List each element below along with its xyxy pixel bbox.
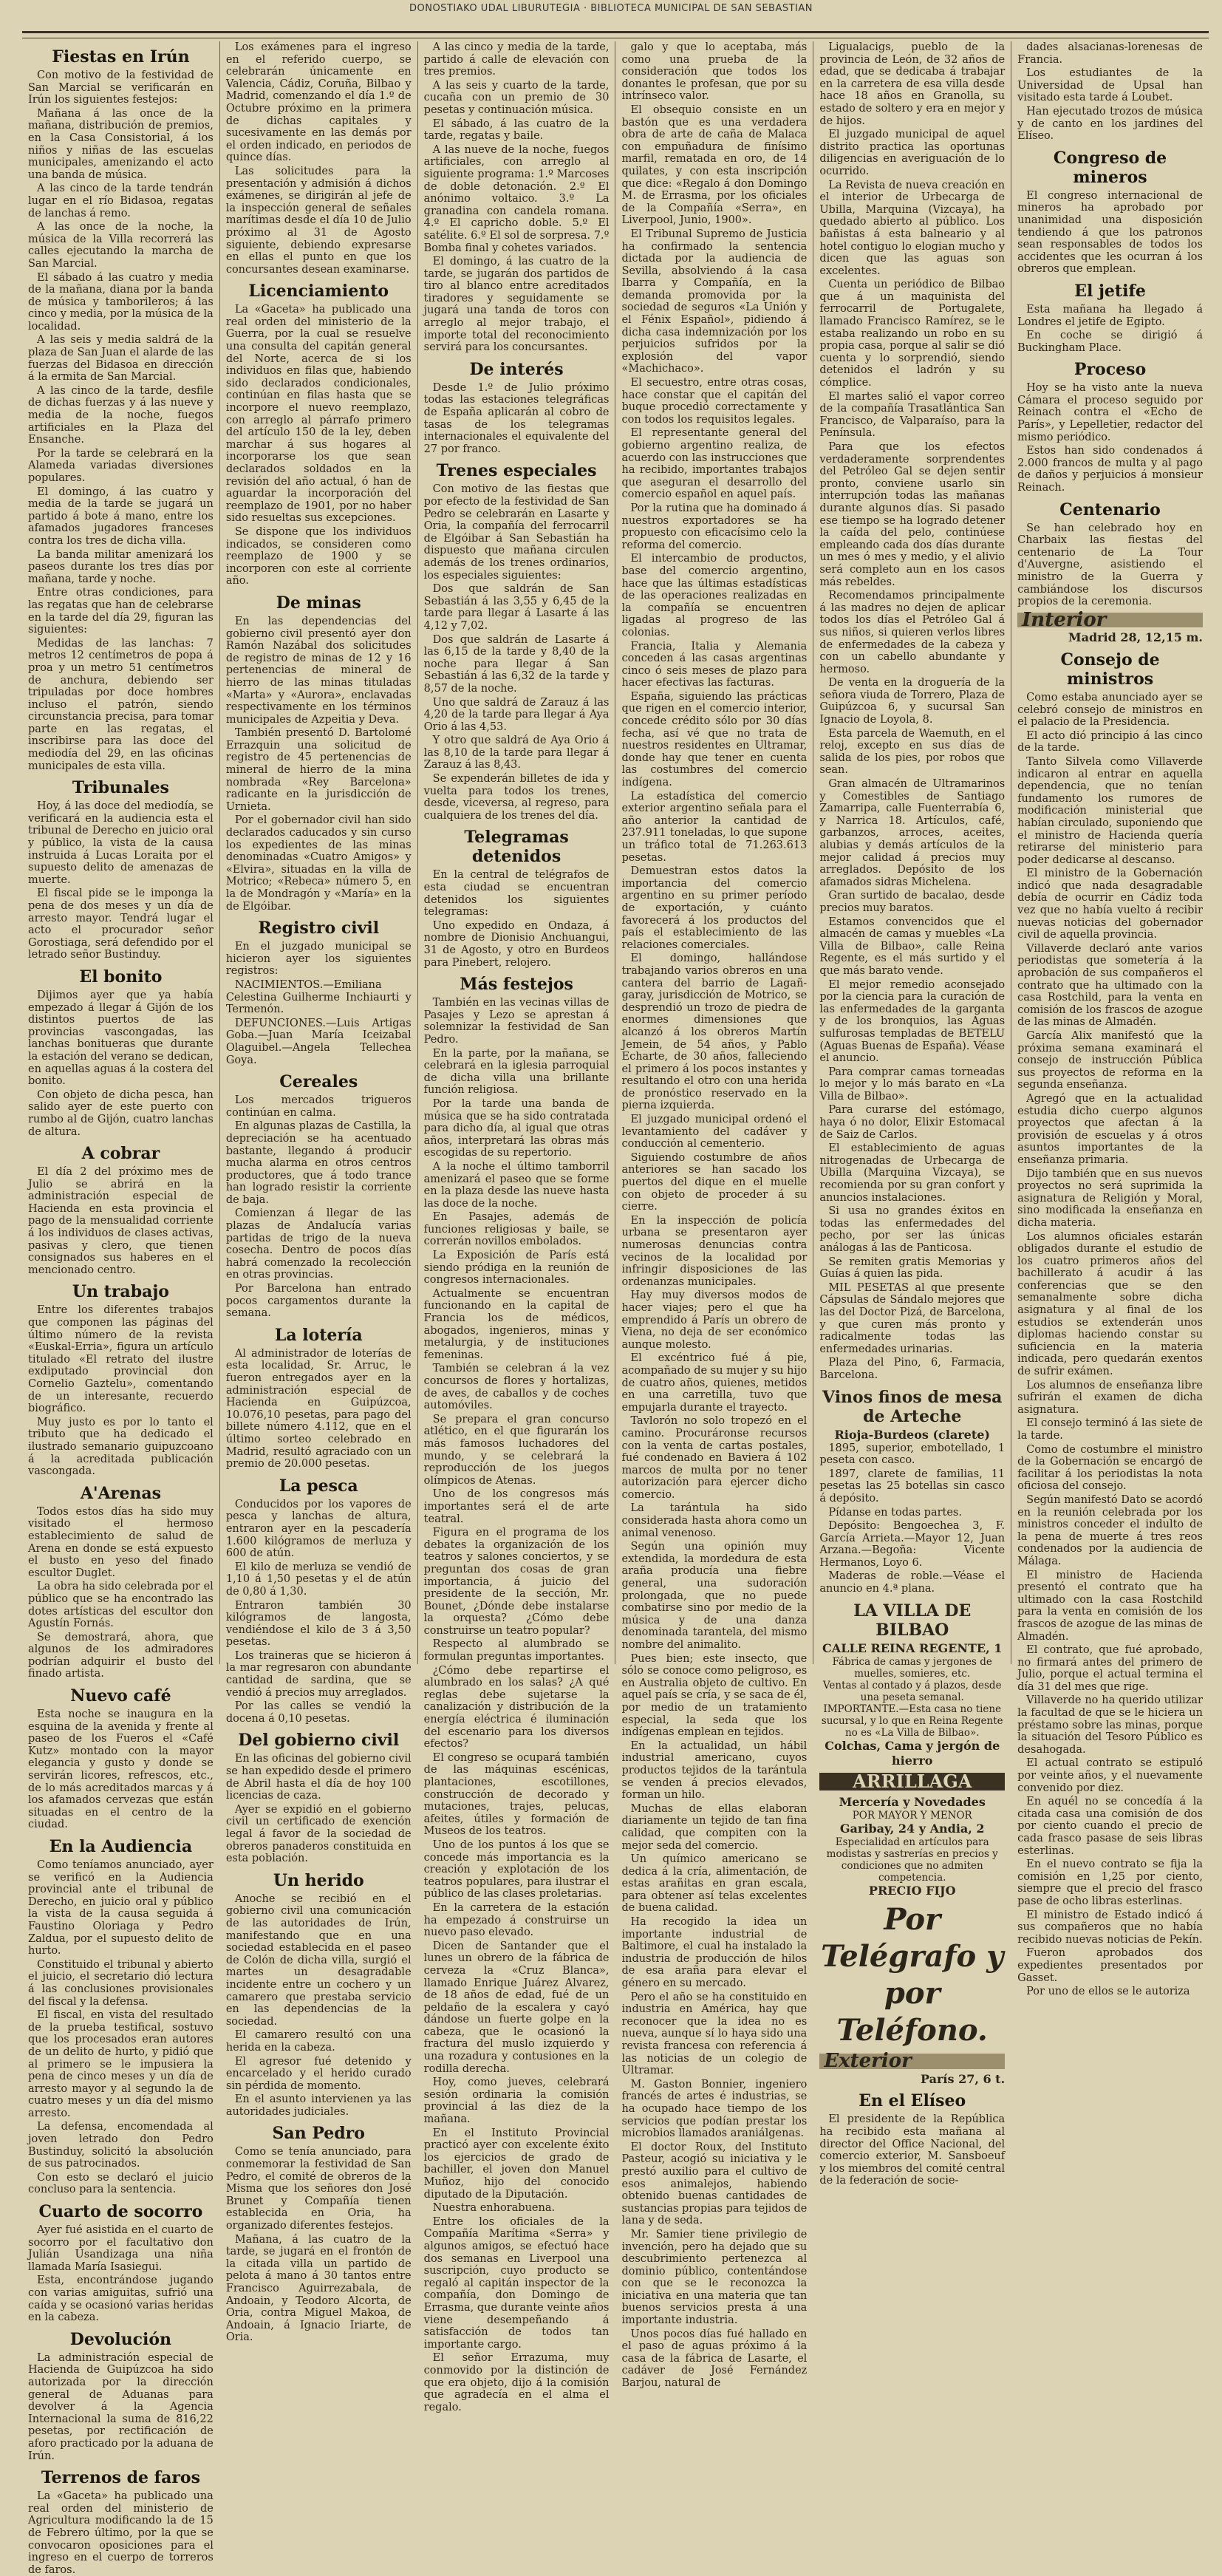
article-paragraph: Mr. Samier tiene privilegio de invención, pero ha dejado que su descubrimiento pertenezca al dominio público, contentándose con que se le reconozca la iniciativa en una materia que tan buenos servicios presta á una importante industria. [621,2228,808,2327]
article-paragraph: En el juzgado municipal se hicieron ayer los siguientes registros: [225,941,412,978]
article-paragraph: Han ejecutado trozos de música y de canto en los jardines del Elíseo. [1017,105,1203,143]
article-paragraph: En Pasajes, además de funciones religiosas y baile, se correrán novillos embolados. [423,1211,610,1248]
article-paragraph: El agresor fué detenido y encarcelado y el herido curado sin pérdida de momento. [225,2055,412,2092]
article-paragraph: Según una opinión muy extendida, la mordedura de esta araña producía una fiebre general, una sudoración prolongada, que no puede combatirse sino por medio de la música y de una danza denominada tarantela, del mismo nombre del animalito. [621,1541,808,1651]
article-paragraph: En las dependencias del gobierno civil presentó ayer don Ramón Nazábal dos solicitudes de registro de minas de 12 y 16 pertenencias de mineral de hierro de las minas tituladas «Marta» y «Aurora», enclavadas respectivamente en los términos municipales de Azpeitia y Deva. [225,615,412,726]
article-paragraph: Con esto se declaró el juicio concluso para la sentencia. [28,2171,214,2196]
article-paragraph: NACIMIENTOS.—Emiliana Celestina Guilherme Inchiaurti y Termenón. [225,978,412,1016]
article-paragraph: Los alumnos oficiales estarán obligados durante el estudio de los cuatro primeros años del bachillerato á acudir á las conferencias que se den semanalmente sobre dicha asignatura y al final de los estudios se extenderán unos diplomas haciendo constar su suficiencia en la materia indicada, pero quedarán exentos de sufrir exámen. [1017,1230,1203,1378]
article-paragraph: Para curarse del estómago, haya ó no dolor, Elixir Estomacal de Saiz de Carlos. [819,1104,1006,1141]
article-paragraph: El ministro de Hacienda presentó el contrato que ha ultimado con la casa Rostchild para la venta en comisión de los frascos de azogue de las minas de Almadén. [1017,1569,1203,1643]
article-paragraph: De venta en la droguería de la señora viuda de Torrero, Plaza de Guipúzcoa 6, y sucursal San Ignacio de Loyola, 8. [819,677,1006,726]
article-paragraph: El secuestro, entre otras cosas, hace constar que el capitán del buque procedió correctamente y con todos los requisitos legales. [621,377,808,426]
advertisement-line: Especialidad en artículos para modistas y sastrerías en precios y condiciones que no admiten competencia. [826,1836,998,1884]
article-paragraph: La obra ha sido celebrada por el público que se ha encontrado las dotes artísticas del escultor don Agustín Fornás. [28,1581,214,1630]
article-paragraph: 1895, superior, embotellado, 1 peseta con casco. [819,1442,1006,1467]
article-paragraph: Hoy, á las doce del mediodía, se verificará en la audiencia esta el tribunal de Derecho en juicio oral y público, la vista de la causa instruida á Lucas Loraita por el supuesto delito de amenazas de muerte. [28,800,214,886]
article-paragraph: Tanto Silvela como Villaverde indicaron al entrar en aquella dependencia, que no tenían fundamento los rumores de modificación ministerial que habían circulado, suponiendo que el ministro de Hacienda quería retirarse del ministerio para poder dedicarse al descanso. [1017,755,1203,866]
article-paragraph: Hay muy diversos modos de hacer viajes; pero el que ha emprendido á París un obrero de Viena, no deja de ser económico aunque molesto. [621,1289,808,1351]
article-paragraph: A las seis y media saldrá de la plaza de San Juan el alarde de las fuerzas del Bidasoa en dirección á la ermita de San Marcial. [28,334,214,384]
column-4 [615,41,813,2390]
advertisement-script-text: Por Telégrafo y por Teléfono. [821,1902,1004,2048]
section-heading: Interior [1017,613,1203,628]
advertisement-banner: ARRILLAGA [819,1773,1005,1791]
advertisement-subtitle: Colchas, Cama y jergón de hierro [825,1738,1000,1768]
article-paragraph: Fueron aprobados dos expedientes presentados por Gasset. [1017,1947,1203,1984]
article-paragraph: El juzgado municipal de aquel distrito practica las oportunas diligencias en averiguación de lo ocurrido. [819,129,1006,177]
article-paragraph: A las once de la noche, la música de la Villa recorrerá las calles ejecutando la marcha de San Marcial. [28,221,214,270]
article-paragraph: Respecto al alumbrado se formulan preguntas importantes. [423,1638,610,1663]
article-paragraph: Con motivo de las fiestas que por efecto de la festividad de San Pedro se celebrarán en Lasarte y Oria, la compañía del ferrocarril de Elgóibar á San Sebastián ha dispuesto que mañana circulen además de los trenes ordinarios, los especiales siguientes: [423,483,610,582]
article-paragraph: M. Gaston Bonnier, ingeniero francés de artes é industrias, se ha ocupado hace tiempo de los servicios que podían prestar los microbios llamados araniálgenas. [621,2078,808,2140]
article-headline: Cereales [279,1072,358,1092]
article-paragraph: Cuenta un periódico de Bilbao que á un maquinista del ferrocarril de Portugalete, llamado Francisco Ramírez, se le estaba realizando un robo en su propia casa, porque al salir se dió cuenta y lo sorprendió, siendo detenidos el ladrón y su cómplice. [819,279,1006,389]
article-paragraph: Como teníamos anunciado, ayer se verificó en la Audiencia provincial ante el tribunal de Derecho, en juicio oral y público la vista de la causa seguida á Faustino Oloriaga y Pedro Zaldua, por el supuesto delito de hurto. [28,1859,214,1957]
article-headline: El bonito [79,967,163,987]
article-paragraph: Esta mañana ha llegado á Londres el jetife de Egipto. [1017,303,1203,328]
article-paragraph: El acto dió principio á las cinco de la tarde. [1017,729,1203,754]
article-paragraph: Los traineras que se hicieron á la mar regresaron con abundante cantidad de sardina, que se vendió á precios muy arreglados. [225,1649,412,1699]
article-paragraph: La administración especial de Hacienda de Guipúzcoa ha sido autorizada por la dirección general de Aduanas para devolver á la Agencia Internacional la suma de 816,22 pesetas, por rectificación de aforo practicado por la aduana de Irún. [28,2351,214,2462]
article-paragraph: Actualmente se encuentran funcionando en la capital de Francia los de médicos, abogados, ingenieros, minas y metalurgia, y de instituciones femeninas. [423,1287,610,1361]
header-rule [22,31,1209,38]
article-paragraph: El doctor Roux, del Instituto Pasteur, acogió su iniciativa y le prestó auxilio para el cultivo de esos animalejos, habiendo obtenido buenas cantidades de sustancias propias para tejidos de lana y de seda. [621,2141,808,2227]
article-paragraph: En el asunto intervienen ya las autoridades judiciales. [225,2093,412,2118]
article-paragraph: En el Instituto Provincial practicó ayer con excelente éxito los ejercicios de grado de bachiller, el joven don Manuel Muñoz, hijo del conocido diputado de la Diputación. [423,2127,610,2201]
article-headline: Terrenos de faros [41,2468,200,2488]
article-headline: En la Audiencia [49,1837,193,1856]
column-5 [813,41,1011,2187]
article-paragraph: Para que los efectos verdaderamente sorprendentes del Petróleo Gal se dejen sentir pronto, conviene usarlo sin interrupción todas las mañanas durante algunos días. Si pasado ese tiempo se ha logrado detener la caída del pelo, continúese empleando cada dos días durante un mes ó mes y medio, y el alivio será completo aun en los casos más rebeldes. [819,441,1006,588]
article-headline: Licenciamiento [248,282,389,301]
article-paragraph: El ministro de la Gobernación indicó que nada desagradable debía de ocurrir en Cádiz toda vez que no había vuelto á recibir nuevas noticias del gobernador civil de aquella provincia. [1017,868,1203,941]
article-paragraph: La tarántula ha sido considerada hasta ahora como un animal venenoso. [621,1502,808,1539]
article-paragraph: Ligualacigs, pueblo de la provincia de León, de 32 años de edad, que se dedicaba á trabajar en la carretera de esa villa desde hace 18 años en Granolla, su estado de soltero y era en mejor y de hijos. [819,41,1006,127]
article-paragraph: dades alsacianas-lorenesas de Francia. [1017,41,1203,66]
article-paragraph: También se celebran á la vez concursos de flores y hortalizas, de aves, de caballos y de coches automóviles. [423,1363,610,1412]
article-headline: Fiestas en Irún [52,47,190,67]
article-headline: Cuarto de socorro [38,2202,203,2222]
column-6 [1011,41,1209,1998]
article-paragraph: La «Gaceta» ha publicado una real orden del ministerio de Agricultura modificando la de 15 de Febrero último, por la que se convocaron oposiciones para el ingreso en el cuerpo de torreros de faros. [28,2490,214,2576]
advertisement-subtitle: Mercería y Novedades [839,1795,986,1810]
article-paragraph: Hoy se ha visto ante la nueva Cámara el proceso seguido por Reinach contra el «Echo de París», y Lepelletier, redactor del mismo periódico. [1017,382,1203,443]
article-paragraph: Y otro que saldrá de Aya Orio á las 8,10 de la tarde para llegar á Zarauz á las 8,43. [423,735,610,771]
article-paragraph: Un químico americano se dedica á la cría, alimentación, de estas arañitas en gran escala, para obtener así telas excelentes de buena calidad. [621,1853,808,1915]
article-paragraph: Todos estos días ha sido muy visitado el hermoso establecimiento de salud de Arena en donde se está expuesto el busto en yeso del finado escultor Duglet. [28,1505,214,1579]
article-headline: Del gobierno civil [238,1731,400,1751]
advertisement-line: POR MAYOR Y MENOR [852,1810,972,1822]
article-paragraph: El actual contrato se estipuló por veinte años, y el nuevamente convenido por diez. [1017,1757,1203,1794]
article-paragraph: A las cinco y media de la tarde, partido á calle de elevación con tres premios. [423,41,610,78]
article-paragraph: Esta, encontrándose jugando con varias amiguitas, sufrió una caída y se ocasionó varias heridas en la cabeza. [28,2275,214,2324]
article-paragraph: Ha recogido la idea un importante industrial de Baltimore, el cual ha instalado la industria de producción de hilos de esa araña para elevar el género en su mercado. [621,1916,808,1990]
article-paragraph: Dijimos ayer que ya había empezado á llegar á Gijón de los distintos puertos de las provincias vascongadas, las lanchas bonitueras que durante la estación del verano se dedican, en aquellas aguas á la costera del bonito. [28,989,214,1088]
article-headline: Consejo de ministros [1060,650,1160,689]
article-paragraph: Dicen de Santander que el lunes un obrero de la fábrica de cerveza la «Cruz Blanca», llamado Enrique Juárez Alvarez, de 18 años de edad, fué de un peldaño de la escalera y cayó dándose un fuerte golpe en la cabeza, que le ocasionó la fractura del muslo izquierdo y una rozadura y contusiones en la rodilla derecha. [423,1940,610,2075]
article-paragraph: Recomendamos principalmente á las madres no dejen de aplicar todos los días el Petróleo Gal á sus niños, si quieren verlos libres de enfermedades de la cabeza y con un cabello abundante y hermoso. [819,590,1006,675]
article-paragraph: Demuestran estos datos la importancia del comercio argentino en su primer período de exportación, y cuánto favorecerá á los productos del país el establecimiento de las relaciones comerciales. [621,865,808,951]
newspaper-columns [22,41,1209,2576]
advertisement-subtitle: Rioja-Burdeos (clarete) [834,1427,990,1442]
article-headline: San Pedro [272,2124,365,2144]
article-paragraph: El establecimiento de aguas nitrogenadas de Urbecarga de Ubilla (Marquina Vizcaya), se recomienda por su gran confort y anuncios instalaciones. [819,1142,1006,1204]
article-paragraph: En algunas plazas de Castilla, la depreciación se ha acentuado bastante, llegando á producir mucha alarma en otros centros productores, que á todo trance han logrado resistir la corriente de baja. [225,1120,412,1206]
article-headline: Congreso de mineros [1053,148,1167,187]
article-paragraph: La Exposición de París está siendo pródiga en la reunión de congresos internacionales. [423,1250,610,1287]
article-paragraph: Entre los diferentes trabajos que componen las páginas del último número de la revista «Euskal-Erria», figura un artículo titulado «El retrato del ilustre exdiputado provincial don Cornelio Gaztelu», comentando de un interesante, recuerdo biográfico. [28,1304,214,1415]
article-paragraph: El día 2 del próximo mes de Julio se abrirá en la administración especial de Hacienda en esta provincia el pago de la mensualidad corriente á los individuos de clases activas, pasivas y clero, que tienen consignados sus haberes en el mencionado centro. [28,1166,214,1276]
article-paragraph: Por la tarde se celebrará en la Alameda variadas diversiones populares. [28,447,214,484]
article-paragraph: Se prepara el gran concurso atlético, en el que figurarán los más famosos luchadores del mundo, y se celebrará la reproducción de los juegos olímpicos de Atenas. [423,1413,610,1487]
article-paragraph: Agregó que en la actualidad estudia dicho cuerpo algunos proyectos que afectan á la provisión de escuelas y á otros asuntos importantes de la enseñanza primaria. [1017,1092,1203,1166]
article-paragraph: También en las vecinas villas de Pasajes y Lezo se aprestan á solemnizar la festividad de San Pedro. [423,997,610,1046]
article-paragraph: El congreso internacional de mineros ha aprobado por unanimidad una disposición tendiendo á que los patronos sean responsables de todos los accidentes que les ocurran á los obreros que emplean. [1017,189,1203,276]
article-headline: Un trabajo [72,1282,169,1302]
article-paragraph: El contrato, que fué aprobado, no firmará antes del primero de Julio, porque el actual termina el día 31 del mes que rige. [1017,1644,1203,1693]
article-paragraph: Los estudiantes de la Universidad de Upsal han visitado esta tarde á Loubet. [1017,67,1203,104]
advertisement-line: IMPORTANTE.—Esta casa no tiene sucursal, y lo que en Reina Regente no es «La Villa de Bilbao». [821,1703,1003,1739]
article-paragraph: Se demostrará, ahora, que algunos de los admiradores podrían adquirir el busto del finado artista. [28,1631,214,1680]
article-paragraph: En coche se dirigió á Buckingham Place. [1017,330,1203,354]
article-paragraph: España, siguiendo las prácticas que rigen en el comercio interior, concede crédito sólo por 30 días fecha, así vé que no trata de nuestros residentes en Ultramar, donde hay que tener en cuenta las costumbres del comercio indígena. [621,690,808,789]
article-paragraph: El ministro de Estado indicó á sus compañeros que no había recibido nuevas noticias de Pekín. [1017,1909,1203,1946]
article-paragraph: El consejo terminó á las siete de la tarde. [1017,1417,1203,1442]
article-paragraph: En el nuevo contrato se fija la comisión en 1,25 por ciento, siempre que el precio del frasco pase de ocho libras esterlinas. [1017,1858,1203,1907]
article-paragraph: Con objeto de dicha pesca, han salido ayer de este puerto con rumbo al de Gijón, cuatro lanchas de altura. [28,1088,214,1138]
article-paragraph: En la central de telégrafos de esta ciudad se encuentran detenidos los siguientes telegramas: [423,869,610,919]
article-paragraph: A las cinco de la tarde, desfile de dichas fuerzas y á las nueve y media de la noche, fuegos artificiales en la Plaza del Ensanche. [28,384,214,446]
article-paragraph: Gran surtido de bacalao, desde precios muy baratos. [819,890,1006,914]
article-paragraph: Villaverde no ha querido utilizar la facultad de que se le hiciera un préstamo sobre las minas, porque la situación del Tesoro Público es desahogada. [1017,1694,1203,1756]
section-heading: Exterior [819,2054,1005,2069]
article-paragraph: Villaverde declaró ante varios periodistas que sometería á la aprobación de sus compañeros el contrato que ha ultimado con la casa Rostchild, para la venta en comisión de los frascos de azogue de las minas de Almadén. [1017,942,1203,1029]
article-headline: Telegramas detenidos [464,828,569,867]
article-paragraph: Para comprar camas torneadas lo mejor y lo más barato en «La Villa de Bilbao». [819,1066,1006,1103]
article-paragraph: A la noche el último tamborril amenizará el paseo que se forme en la plaza desde las nueve hasta las doce de la noche. [423,1160,610,1210]
article-paragraph: Los exámenes para el ingreso en el referido cuerpo, se celebrarán únicamente en Valencia, Cádiz, Coruña, Bilbao y Madrid, comenzando el día 1.º de Octubre próximo en la primera de dichas capitales y sucesivamente en las demás por el orden indicado, en periodos de quince días. [225,41,412,164]
article-headline: A'Arenas [80,1483,161,1503]
article-paragraph: ¿Cómo debe repartirse el alumbrado en los salas? ¿A qué reglas debe sujetarse la canalización y distribución de la energía eléctrica é iluminación del escenario para los diversos efectos? [423,1664,610,1751]
article-headline: Tribunales [72,778,169,798]
article-paragraph: Conducidos por los vapores de pesca y lanchas de altura, entraron ayer en la pescadería 1.600 kilógramos de merluza y 600 de atún. [225,1498,412,1560]
article-headline: Proceso [1073,360,1147,380]
article-paragraph: Hoy, como jueves, celebrará sesión ordinaria la comisión provincial á las diez de la mañana. [423,2076,610,2126]
article-paragraph: Depósito: Bengoechea 3, F. García Arrieta.—Mayor 12, Juan Arzana.—Begoña: Vicente Hermanos, Loyo 6. [819,1520,1006,1569]
article-headline: Más festejos [460,975,573,995]
article-paragraph: Gran almacén de Ultramarinos y Comestibles de Santiago Zamarripa, calle Fuenterrabía 6, y Narrica 18. Artículos, café, garbanzos, arroces, aceites, alubias y demás artículos de la mejor calidad á precios muy arreglados. Depósito de los afamados sidras Michelena. [819,778,1006,888]
advertisement-subtitle: PRECIO FIJO [868,1884,956,1898]
advertisement-title: LA VILLA DE BILBAO [853,1601,972,1640]
article-headline: A cobrar [81,1144,160,1164]
article-paragraph: Por Barcelona han entrado pocos cargamentos durante la semana. [225,1283,412,1320]
column-2 [220,41,418,2344]
article-paragraph: MIL PESETAS al que presente Cápsulas de Sándalo mejores que las del Doctor Pizá, de Barcelona, y que curen más pronto y radicalmente todas las enfermedades urinarias. [819,1281,1006,1355]
article-paragraph: El domingo, á las cuatro de la tarde, se jugarán dos partidos de tiro al blanco entre acreditados tiradores y seguidamente se jugará una tanda de toros con arreglo al mejor trabajo, el importe total del reconocimiento servirá para los concursantes. [423,256,610,354]
article-paragraph: El sábado á las cuatro y media de la mañana, diana por la banda de música y tamborileros; á las cinco y media, por la música de la localidad. [28,271,214,333]
article-paragraph: DEFUNCIONES.—Luis Artigas Goba.—Juan María Iceizabal Olaguibel.—Angela Tellechea Goya. [225,1017,412,1066]
article-headline: Nuevo café [70,1686,171,1706]
article-paragraph: Unos pocos días fué hallado en el paso de aguas próximo á la casa de la fábrica de Lasarte, el cadáver de José Fernández Barjou, natural de [621,2328,808,2390]
article-paragraph: La banda militar amenizará los paseos durante los tres días por mañana, tarde y noche. [28,548,214,585]
article-headline: Centenario [1059,500,1161,519]
article-paragraph: Francia, Italia y Alemania conceden á las casas argentinas cinco ó seis meses de plazo para hacer efectivas las facturas. [621,640,808,689]
article-paragraph: Los mercados trigueros continúan en calma. [225,1094,412,1119]
article-paragraph: Ayer se expidió en el gobierno civil un certificado de exención legal á favor de la sociedad de obreros panaderos constituida en esta población. [225,1803,412,1865]
article-paragraph: Tavlorón no solo tropezó en el camino. Procuráronse recursos con la venta de cartas postales, fué condenado en Baviera á 102 marcos de multa por no tener autorización para ejercer dicho comercio. [621,1415,808,1501]
article-headline: La pesca [279,1476,358,1496]
article-paragraph: Se remiten gratis Memorias y Guías á quien las pida. [819,1255,1006,1281]
article-headline: El jetife [1074,281,1146,301]
article-paragraph: También presentó D. Bartolomé Errazquin una solicitud de registro de 45 pertenencias de mineral de hierro de la mina nombrada «Rey Barcelona» radicante en la jurisdicción de Urnieta. [225,727,412,813]
article-paragraph: Siguiendo costumbre de años anteriores se han sacado los puertos del dique en el muelle con objeto de proceder á su cierre. [621,1151,808,1213]
article-headline: Registro civil [258,919,380,938]
article-paragraph: Si usa no grandes éxitos en todas las enfermedades del pecho, por ser las únicas análogas á las de Panticosa. [819,1205,1006,1254]
article-headline: Un herido [273,1870,364,1890]
article-paragraph: Dijo también que en sus nuevos proyectos no será suprimida la asignatura de Religión y Moral, sino modificada la enseñanza en dicha materia. [1017,1168,1203,1229]
article-paragraph: El Tribunal Supremo de Justicia ha confirmado la sentencia dictada por la audiencia de Sevilla, absolviendo á la casa Ibarra y Compañía, en la demanda promovida por la sociedad de seguros «La Unión y el Fénix Español», pidiendo á dicha casa indemnización por los perjuicios sufridos por la explosión del vapor «Machichaco». [621,228,808,375]
article-paragraph: Según manifestó Dato se acordó en la reunión celebrada por los ministros conceder el indulto de la pena de muerte á tres reos condenados por la audiencia de Málaga. [1017,1493,1203,1567]
article-paragraph: 1897, clarete de familias, 11 pesetas las 25 botellas sin casco á depósito. [819,1468,1006,1505]
library-watermark-banner: DONOSTIAKO UDAL LIBURUTEGIA · BIBLIOTECA MUNICIPAL DE SAN SEBASTIAN [409,3,813,14]
article-paragraph: Figura en el programa de los debates la organización de los teatros y salones conciertos, y se preguntan dos cosas de gran importancia, á juicio del presidente de la sección, Mr. Bounet, ¿Dónde debe instalarse la orquesta? ¿Cómo debe construirse un teatro popular? [423,1527,610,1637]
dateline: Madrid 28, 12,15 m. [1068,630,1203,645]
article-paragraph: El obsequio consiste en un bastón que es una verdadera obra de arte de caña de Malaca con empuñadura de finísimo marfil, rematada en oro, de 14 quilates, y con esta inscripción que dice: «Regalo á don Domingo M. de Errasma, por los oficiales de la Compañía «Serra», en Liverpool, Junio, 1900». [621,103,808,227]
article-paragraph: García Alix manifestó que la próxima semana examinará el consejo de instrucción Pública sus proyectos de reforma en la segunda enseñanza. [1017,1030,1203,1091]
article-headline: De minas [276,593,361,613]
article-paragraph: El presidente de la República ha recibido esta mañana al director del Office Nacional, del comercio exterior, M. Sansboeuf y los miembros del comité central de la federación de socie- [819,2113,1006,2187]
article-paragraph: El mejor remedio aconsejado por la ciencia para la curación de las enfermedades de la garganta y de los bronquios, las Aguas sulfurosas templadas de BETELU (Aguas Buenas de España). Véase el anuncio. [819,978,1006,1065]
article-paragraph: El representante general del gobierno argentino realiza, de acuerdo con las instrucciones que ha recibido, importantes trabajos que aseguran el desarrollo del comercio español en aquel país. [621,427,808,501]
article-paragraph: El fiscal, en vista del resultado de la prueba testifical, sostuvo que los procesados eran autores de un delito de hurto, y pidió que al primero se le impusiera la pena de cinco meses y un día de arresto mayor y al segundo la de cuatro meses y un día del mismo arresto. [28,2009,214,2119]
article-paragraph: El domingo, hallándose trabajando varios obreros en una cantera del barrio de Lagañ-garay, jurisdicción de Motrico, se desprendió un trozo de piedra de enormes dimensiones que alcanzó á los obreros Martín Jemein, de 54 años, y Pablo Echarte, de 30 años, falleciendo el primero á los pocos instantes y resultando el otro con una herida de pronóstico reservado en la pierna izquierda. [621,953,808,1112]
dateline: París 27, 6 t. [921,2071,1006,2086]
article-paragraph: La defensa, encomendada al joven letrado don Pedro Bustinduy, solicitó la absolución de sus patrocinados. [28,2121,214,2170]
article-paragraph: En aquél no se concedía á la citada casa una comisión de dos por ciento cuando el precio de cada frasco pasase de seis libras esterlinas. [1017,1796,1203,1857]
article-paragraph: En la carretera de la estación ha empezado á construirse un nuevo paso elevado. [423,1901,610,1939]
article-paragraph: Las solicitudes para la presentación y admisión á dichos exámenes, se dirigirán al jefe de la inspección general de señales marítimas desde el día 10 de Julio próximo al 31 de Agosto siguiente, debiendo expresarse en ellas el punto en que los concursantes desean examinarse. [225,165,412,276]
column-3 [418,41,616,2413]
article-paragraph: Plaza del Pino, 6, Farmacia, Barcelona. [819,1357,1006,1381]
article-paragraph: Constituido el tribunal y abierto el juicio, el secretario dió lectura á las conclusiones provisionales del fiscal y la defensa. [28,1958,214,2008]
article-paragraph: A las seis y cuarto de la tarde, cucaña con un premio de 30 pesetas y continuación música. [423,79,610,116]
column-1 [22,41,220,2576]
article-paragraph: Anoche se recibió en el gobierno civil una comunicación de las autoridades de Irún, manifestando que en una sociedad establecida en el paseo de Colón de dicha villa, surgió el martes un desagradable incidente entre un cochero y un camarero que prestaba servicio en las dependencias de la sociedad. [225,1892,412,2028]
article-paragraph: Se expenderán billetes de ida y vuelta para todos los trenes, desde, viceversa, al regreso, para cualquiera de los trenes del día. [423,773,610,822]
article-paragraph: En la actualidad, un hábil industrial americano, cuyos productos tejidos de la tarántula se venden á precios elevados, forman un hilo. [621,1740,808,1802]
article-headline: Trenes especiales [436,461,597,481]
article-paragraph: Estos han sido condenados á 2.000 francos de multa y al pago de daños y perjuicios á monsieur Reinach. [1017,445,1203,494]
article-paragraph: Por el gobernador civil han sido declarados caducados y sin curso los expedientes de las minas denominadas «Cuatro Amigos» y «Elvira», situadas en la villa de Motrico; «Rebeca» número 5, en la de Mondragón y «María» en la de Elgóibar. [225,814,412,913]
article-paragraph: La «Gaceta» ha publicado una real orden del ministerio de la Guerra, por la cual se resuelve una consulta del capitán general del Norte, acerca de si los individuos en filas que, habiendo sido declarados condicionales, continúan en filas hasta que se incorpore el nuevo reemplazo, con arreglo al párrafo primero del artículo 150 de la ley, deben marchar á sus hogares al incorporarse los que sean declarados soldados en la revisión del año actual, ó han de aguardar la incorporación del reemplazo de 1901, por no haber sido resueltas sus excepciones. [225,304,412,525]
article-paragraph: Uno de los puntos á los que se concede más importancia es la creación y explotación de los teatros populares, para ilustrar el público de las clases proletarias. [423,1839,610,1901]
advertisement-subtitle: CALLE REINA REGENTE, 1 [822,1640,1003,1655]
article-paragraph: El camarero resultó con una herida en la cabeza. [225,2029,412,2054]
article-paragraph: Como de costumbre el ministro de la Gobernación se encargó de facilitar á los periodistas la nota oficiosa del consejo. [1017,1443,1203,1493]
article-headline: En el Elíseo [859,2091,966,2111]
article-paragraph: Por las calles se vendió la docena á 0,10 pesetas. [225,1700,412,1725]
article-paragraph: En las oficinas del gobierno civil se han expedido desde el primero de Abril hasta el día de hoy 100 licencias de caza. [225,1753,412,1802]
article-paragraph: Uno que saldrá de Zarauz á las 4,20 de la tarde para llegar á Aya Orio á las 4,53. [423,696,610,733]
article-headline: Devolución [69,2329,172,2349]
article-paragraph: Se dispone que los individuos indicados, se consideren como reemplazo de 1900 y se incorporen con este al corriente año. [225,525,412,587]
article-paragraph: A las cinco de la tarde tendrán lugar en el río Bidasoa, regatas de lanchas á remo. [28,183,214,219]
article-paragraph: El señor Errazuma, muy conmovido por la distinción de que era objeto, dijo á la comisión que agradecía en el alma el regalo. [423,2352,610,2413]
article-headline: De interés [469,359,564,379]
article-paragraph: El excéntrico fué á pie, acompañado de su mujer y su hijo de cuatro años, quienes, metidos en una carretilla, tuvo que empujarla durante el trayecto. [621,1352,808,1414]
article-paragraph: El congreso se ocupará también de las máquinas escénicas, plantaciones, escotillones, construcción de decorado y mutaciones, trajes, pelucas, afeites, útiles y formación de Museos de los teatros. [423,1751,610,1838]
article-paragraph: Mañana á las once de la mañana, distribución de premios, en la Casa Consistorial, á los niños y niñas de las escuelas municipales, amenizando el acto una banda de música. [28,107,214,181]
article-paragraph: Entre los oficiales de la Compañía Marítima «Serra» y algunos amigos, se efectuó hace dos semanas en Liverpool una suscripción, cuyo producto se regaló al capitán inspector de la compañía, don Domingo de Errasma, que durante veinte años viene desempeñando á satisfacción de todos tan importante cargo. [423,2215,610,2351]
article-paragraph: Entraron también 30 kilógramos de langosta, vendiéndose el kilo de 3 á 3,50 pesetas. [225,1599,412,1649]
article-paragraph: Por la tarde una banda de música que se ha sido contratada para dicho día, al igual que otras años, interpretará las obras más escogidas de su repertorio. [423,1097,610,1159]
article-paragraph: Muy justo es por lo tanto el tributo que ha dedicado el ilustrado semanario guipuzcoano á la acreditada publicación vascongada. [28,1416,214,1478]
article-paragraph: El intercambio de productos, base del comercio argentino, hace que las últimas estadísticas de las operaciones realizadas en la compañía se encuentren ligadas al progreso de las colonias. [621,553,808,638]
article-paragraph: Pídanse en todas partes. [828,1506,962,1519]
article-paragraph: Por la rutina que ha dominado á nuestros exportadores se ha propuesto con eficacísimo celo la reforma del comercio. [621,502,808,551]
article-headline: La lotería [274,1325,363,1345]
article-paragraph: El kilo de merluza se vendió de 1,10 á 1,50 pesetas y el de atún de 0,80 á 1,30. [225,1561,412,1598]
article-paragraph: El juzgado municipal ordenó el levantamiento del cadáver y conducción al cementerio. [621,1114,808,1151]
article-paragraph: El sábado, á las cuatro de la tarde, regatas y baile. [423,117,610,143]
article-paragraph: galo y que lo aceptaba, más como una prueba de la consideración que todos los donantes le profesan, que por su intrínseco valor. [621,41,808,103]
article-paragraph: Pero el año se ha constituido en industria en América, hay que reconocer que la idea no es nueva, aunque sí lo haya sido una revista francesa con referencia á las noticias de un colegio de Ultramar. [621,1991,808,2077]
advertisement-subtitle: Garibay, 24 y Andia, 2 [839,1822,985,1836]
advertisement-line: Ventas al contado y á plazos, desde una peseta semanal. [822,1679,1002,1703]
article-paragraph: Estamos convencidos que el almacén de camas y muebles «La Villa de Bilbao», calle Reina Regente, es el más surtido y el que más barato vende. [819,916,1006,977]
article-paragraph: El fiscal pide se le imponga la pena de dos meses y un día de arresto mayor. Tendrá lugar el acto el procurador señor Gorostiaga, será defendido por el letrado señor Bustinduy. [28,887,214,961]
article-paragraph: Al administrador de loterías de esta localidad, Sr. Arruc, le fueron entregados ayer en la administración especial de Hacienda en Guipúzcoa, 10.076,10 pesetas, para pago del billete número 4.112, que en el último sorteo celebrado en Madrid, resultó agraciado con un premio de 20.000 pesetas. [225,1347,412,1471]
article-paragraph: Entre otras condiciones, para las regatas que han de celebrarse en la tarde del día 29, figuran las siguientes: [28,587,214,636]
article-paragraph: Los alumnos de enseñanza libre sufrirán el examen de dicha asignatura. [1017,1379,1203,1416]
article-paragraph: Esta noche se inaugura en la esquina de la avenida y frente al paseo de los Fueros el «Café Kutz» montado con la mayor elegancia y gusto y donde se servirán licores, refrescos, etc., de lo más acreditados marcas y á los afamados cervezas que están situadas en el centro de la ciudad. [28,1708,214,1831]
advertisement-line: Fábrica de camas y jergones de muelles, somieres, etc. [832,1655,992,1680]
article-paragraph: Muchas de ellas elaboran diariamente un tejido de tan fina calidad, que compiten con la mejor seda del comercio. [621,1802,808,1852]
article-paragraph: La estadística del comercio exterior argentino señala para el año anterior la cantidad de 237.911 toneladas, lo que supone un tráfico total de 71.263.613 pesetas. [621,790,808,864]
article-paragraph: Comienzan á llegar de las plazas de Andalucía varias partidas de trigo de la nueva cosecha. Dentro de pocos días habrá comenzado la recolección en otras provincias. [225,1207,412,1281]
article-paragraph: Uno de los congresos más importantes será el de arte teatral. [423,1488,610,1525]
article-paragraph: Dos que saldrán de Lasarte á las 6,15 de la tarde y 8,40 de la noche para llegar á San Sebastián á las 6,32 de la tarde y 8,57 de la noche. [423,633,610,695]
article-paragraph: El domingo, á las cuatro y media de la tarde se jugará un partido á bote á mano, entre los afamados jugadores franceses contra los tres de dicha villa. [28,485,214,547]
article-paragraph: El martes salió el vapor correo de la compañía Trasatlántica San Francisco, de Valparaíso, para la Península. [819,390,1006,440]
article-paragraph: Uno expedido en Ondaza, á nombre de Dionisio Anchuangui, 31 de Agosto, y otro en Burdeos para Pinebert, relojero. [423,919,610,969]
article-paragraph: A las nueve de la noche, fuegos artificiales, con arreglo al siguiente programa: 1.º Marcoses de doble detonación. 2.º El anónimo voltaico. 3.º La granadina con candela romana. 4.º El capricho doble. 5.º El satélite. 6.º El sol de sorpresa. 7.º Bomba final y cohetes variados. [423,143,610,254]
article-paragraph: Nuestra enhorabuena. [432,2202,556,2215]
article-paragraph: Como se tenía anunciado, para conmemorar la festividad de San Pedro, el comité de obreros de la Misma que los señores don José Brunet y Compañía tienen establecida en Oria, ha organizado diferentes festejos. [225,2146,412,2232]
article-paragraph: La Revista de nueva creación en el interior de Urbecarga de Ubilla, Marquina (Vizcaya), ha quedado abierto al público. Los bañistas á esta balneario y al hotel contiguo lo elogian mucho y dicen que las aguas son excelentes. [819,179,1006,277]
article-paragraph: Esta parcela de Waemuth, en el reloj, excepto en sus días de salida de los pies, por robos que sean. [819,727,1006,777]
article-paragraph: Con motivo de la festividad de San Marcial se verificarán en Irún los siguientes festejos: [28,69,214,106]
article-paragraph: Medidas de las lanchas: 7 metros 12 centímetros de popa á proa y un metro 51 centímetros de anchura, debiendo ser tripuladas por doce hombres incluso el patrón, siendo circunstancia precisa, para tomar parte en las regatas, el inscribirse para las doce del mediodía del 29, en las oficinas municipales de esta villa. [28,637,214,772]
article-paragraph: Maderas de roble.—Véase el anuncio en 4.ª plana. [819,1570,1006,1595]
article-paragraph: Desde 1.º de Julio próximo todas las estaciones telegráficas de España aplicarán al cobro de tasas de los telegramas internacionales el equivalente del 27 por franco. [423,381,610,455]
article-paragraph: Ayer fué asistida en el cuarto de socorro por el facultativo don Julián Usandizaga una niña llamada María Isasiegui. [28,2224,214,2273]
article-paragraph: En la parte, por la mañana, se celebrará en la iglesia parroquial de dicha villa una brillante función religiosa. [423,1047,610,1097]
advertisement-title: Vinos finos de mesa de Arteche [822,1387,1003,1426]
article-paragraph: Como estaba anunciado ayer se celebró consejo de ministros en el palacio de la Presidencia. [1017,691,1203,729]
article-paragraph: Pues bien; este insecto, que sólo se conoce como peligroso, es en Australia objeto de cultivo. En aquel país se cría, y se saca de él, por medio de un tratamiento especial, la seda que los indígenas emplean en tejidos. [621,1652,808,1739]
article-paragraph: En la inspección de policía urbana se presentaron ayer numerosas denuncias contra vecinos de la localidad por infringir disposiciones de las ordenanzas municipales. [621,1214,808,1288]
article-paragraph: Mañana, á las cuatro de la tarde, se jugará en el frontón de la citada villa un partido de pelota á mano á 30 tantos entre Francisco Aguirrezabala, de Andoain, y Teodoro Alcorta, de Oria, contra Miguel Makoa, de Andoain, á Ignacio Iriarte, de Oria. [225,2233,412,2344]
article-paragraph: Dos que saldrán de San Sebastián á las 3,55 y 6,45 de la tarde para llegar á Lasarte á las 4,12 y 7,02. [423,583,610,632]
article-paragraph: Se han celebrado hoy en Charbaix las fiestas del centenario de La Tour d'Auvergne, asistiendo el ministro de la Guerra y cambiándose los discursos propios de la ceremonia. [1017,522,1203,608]
article-paragraph: Por uno de ellos se le autoriza [1026,1986,1190,1998]
